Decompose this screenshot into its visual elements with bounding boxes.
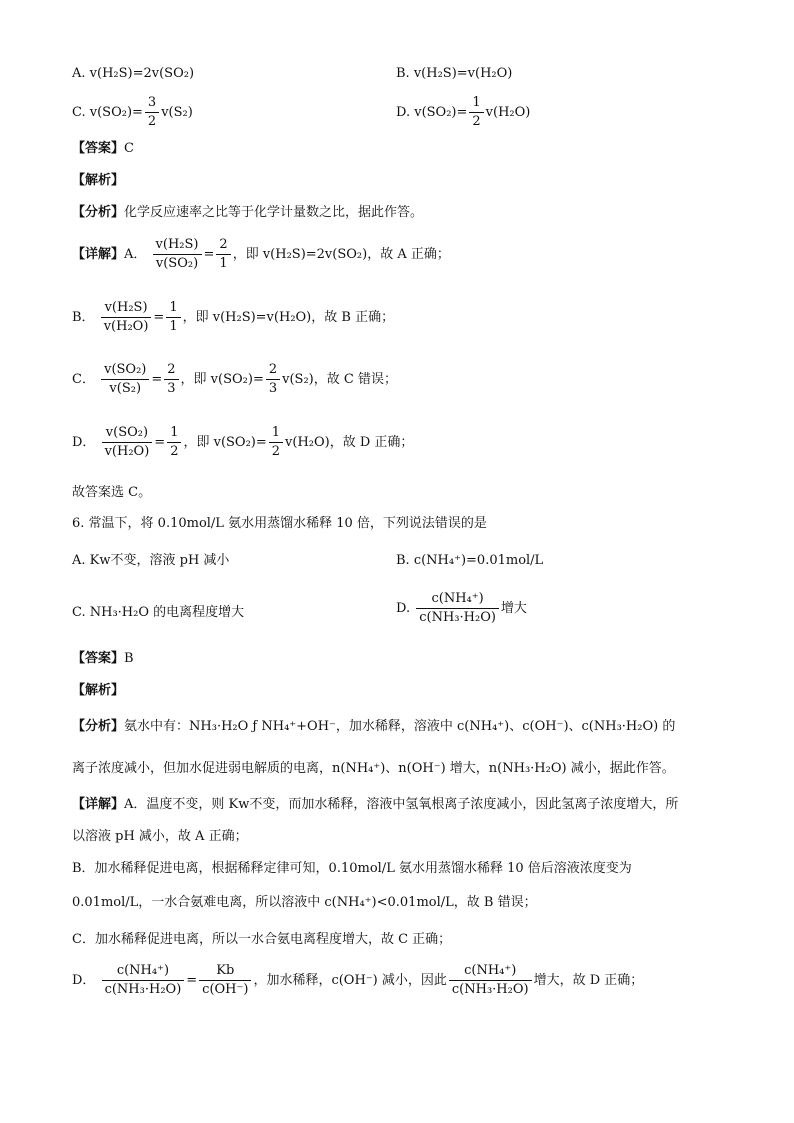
q6-option-b: B. c(NH₄⁺)=0.01mol/L [396, 553, 544, 568]
q6-detail-a-line-2: 以溶液 pH 减小，故 A 正确； [72, 829, 248, 844]
q5-detail-d: D． $\frac{\text{v(SO₂)}}{\text{v(H₂O)}}$ = $\frac{1}{2}$ ，即 v(SO₂)= $\frac{1}{2}$ v(H₂O)，故 D 正确； [72, 425, 414, 459]
q5-answer: 【答案】C [72, 141, 134, 156]
q6-option-d: D. $\frac{\text{c(NH₄⁺)}}{\text{c(NH₃·H₂O)}}$ 增大 [396, 591, 527, 625]
q6-detail-b-line-1: B．加水稀释促进电离，根据稀释定律可知，0.10mol/L 氨水用蒸馏水稀释 10 倍后溶液浓度变为 [72, 861, 632, 876]
q6-explain-heading: 【解析】 [72, 683, 125, 698]
q5-detail-b: B． $\frac{\text{v(H₂S)}}{\text{v(H₂O)}}$ = $\frac{1}{1}$ ，即 v(H₂S)=v(H₂O)，故 B 正确； [72, 300, 395, 334]
q6-analysis-line-1: 【分析】氨水中有：NH₃·H₂O ƒ NH₄⁺+OH⁻，加水稀释，溶液中 c(NH₄⁺)、c(OH⁻)、c(NH₃·H₂O) 的 [72, 719, 676, 734]
q5-explain-heading: 【解析】 [72, 173, 125, 188]
q5-option-c-fraction: $\frac{3}{2}$ [145, 94, 159, 131]
q6-detail-b-line-2: 0.01mol/L，一水合氨难电离，所以溶液中 c(NH₄⁺)<0.01mol/L，故 B 错误； [72, 895, 537, 910]
q6-answer: 【答案】B [72, 651, 134, 666]
q5-option-d-fraction: $\frac{1}{2}$ [469, 94, 483, 131]
q5-conclusion: 故答案选 C。 [72, 485, 152, 500]
q6-detail-d: D． $\frac{\text{c(NH₄⁺)}}{\text{c(NH₃·H₂O)}}$ = $\frac{Kb}{c(OH^-)}$ ，加水稀释，c(OH⁻) 减小，因此 $\frac{\text{c(NH₄⁺)}}{\text{c(NH₃·H₂O)}}$ 增大，故 D 正确； [72, 963, 644, 997]
q5-option-c: C. v(SO₂)= $\frac{3}{2}$ v(S₂) [72, 95, 193, 129]
q6-detail-a-line-1: 【详解】A．温度不变，则 Kw不变，而加水稀释，溶液中氢氧根离子浓度减小，因此氢离子浓度增大，所 [72, 797, 679, 812]
q6-analysis-line-2: 离子浓度减小，但加水促进弱电解质的电离，n(NH₄⁺)、n(OH⁻) 增大，n(NH₃·H₂O) 减小，据此作答。 [72, 761, 675, 776]
q5-option-a: A. v(H₂S)=2v(SO₂) [72, 66, 195, 81]
q5-option-b: B. v(H₂S)=v(H₂O) [396, 66, 513, 81]
q6-stem: 6. 常温下，将 0.10mol/L 氨水用蒸馏水稀释 10 倍，下列说法错误的是 [72, 516, 487, 531]
q5-detail-a: 【详解】A． $\frac{\text{v(H₂S)}}{\text{v(SO₂)}}$ = $\frac{2}{1}$ ，即 v(H₂S)=2v(SO₂)，故 A 正确； [72, 237, 450, 271]
q5-analysis: 【分析】化学反应速率之比等于化学计量数之比，据此作答。 [72, 205, 424, 220]
q6-option-a: A. Kw不变，溶液 pH 减小 [72, 553, 230, 568]
q5-detail-c: C． $\frac{\text{v(SO₂)}}{\text{v(S₂)}}$ = $\frac{2}{3}$ ，即 v(SO₂)= $\frac{2}{3}$ v(S₂)，故 C 错误； [72, 362, 397, 396]
q6-option-c: C. NH₃·H₂O 的电离程度增大 [72, 605, 245, 620]
q6-detail-c: C．加水稀释促进电离，所以一水合氨电离程度增大，故 C 正确； [72, 932, 452, 947]
q5-option-d: D. v(SO₂)= $\frac{1}{2}$ v(H₂O) [396, 95, 531, 129]
